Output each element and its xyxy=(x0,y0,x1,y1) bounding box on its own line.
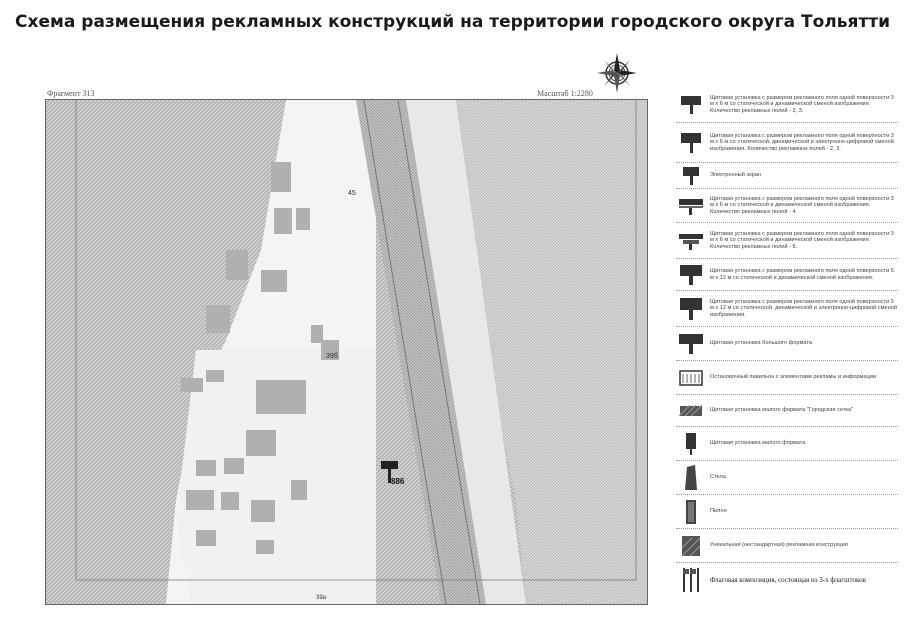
legend-item-text: Флаговая композиция, состоящая из 3-х флагштоков xyxy=(710,576,866,584)
billboard-4-faces-icon xyxy=(678,197,704,215)
legend-item xyxy=(676,259,898,291)
legend-item xyxy=(676,427,898,461)
legend-item-text: Щитовая установка с размером рекламного поля одной поверхности 3 м х 6 м со статической и динамической сменой изображения. Количество рекламных полей - 2, 3. xyxy=(710,94,894,114)
legend-item xyxy=(676,529,898,563)
legend-item xyxy=(676,291,898,327)
legend-item-text: Щитовая установка с размером рекламного поля одной поверхности 5 м х 12 м со статической и динамической сменой изображения. xyxy=(710,268,894,281)
map-view[interactable] xyxy=(45,99,648,605)
legend-item xyxy=(676,163,898,189)
legend-item-text: Щитовая установка с размером рекламного поля одной поверхности 3 м х 6 м со статической и динамической сменой изображения. Количество рекламных полей - 4. xyxy=(710,195,894,215)
page-title: Схема размещения рекламных конструкций на территории городского округа Тольятти xyxy=(15,12,890,32)
legend-item-text: Уникальная (нестандартная) рекламная конструкция xyxy=(710,542,848,549)
legend-item xyxy=(676,361,898,395)
legend-item xyxy=(676,189,898,223)
legend-item-text: Щитовая установка с размером рекламного поля одной поверхности 3 м х 6 м со статической, динамической и электронно-цифровой сменой изображения. Количество рекламных полей - 2, 3. xyxy=(710,132,894,152)
legend-item-text: Щитовая установка малого формата "Городская сетка" xyxy=(710,407,854,414)
billboard-3x6-icon xyxy=(680,95,702,115)
legend-item-text: Электронный экран xyxy=(710,172,761,179)
billboard-5x12-digital-icon xyxy=(679,297,703,321)
billboard-3x6-digital-icon xyxy=(680,132,702,154)
legend-item xyxy=(676,395,898,427)
legend-item-text: Стела xyxy=(710,474,726,481)
legend-item xyxy=(676,495,898,529)
small-format-city-board-icon xyxy=(679,405,703,417)
building-number-label: 39б xyxy=(326,353,338,360)
fragment-label: Фрагмент 313 xyxy=(47,89,95,98)
legend-item-text: Щитовая установка с размером рекламного поля одной поверхности 3 м х 6 м со статической и динамической сменой изображения. Количество рекламных полей - 8. xyxy=(710,230,894,250)
legend-item-text: Пилон xyxy=(710,508,727,515)
road-number-label: 45 xyxy=(348,190,356,197)
stela-icon xyxy=(684,465,698,491)
legend-item xyxy=(676,223,898,259)
large-format-billboard-icon xyxy=(678,333,704,355)
bus-stop-pavilion-icon xyxy=(679,370,703,386)
billboard-8-faces-icon xyxy=(678,232,704,250)
legend-item-text: Щитовая установка малого формата xyxy=(710,440,806,447)
billboard-5x12-icon xyxy=(679,264,703,286)
legend-item xyxy=(676,461,898,495)
legend-item-text: Щитовая установка большого формата xyxy=(710,340,812,347)
scale-label: Масштаб 1:2280 xyxy=(537,89,593,98)
legend-item xyxy=(676,563,898,597)
construction-number-label: 886 xyxy=(391,477,405,486)
legend-item xyxy=(676,87,898,123)
flag-composition-icon xyxy=(681,567,701,593)
compass-rose-icon xyxy=(596,52,638,94)
legend-item xyxy=(676,123,898,163)
legend-item xyxy=(676,327,898,361)
unique-construction-icon xyxy=(681,535,701,557)
bottom-map-label: 39а xyxy=(316,595,327,601)
pylon-icon xyxy=(684,499,698,525)
electronic-screen-icon xyxy=(680,166,702,186)
legend-item-text: Остановочный павильон с элементами рекламы и информации xyxy=(710,374,877,381)
legend xyxy=(676,87,898,597)
legend-item-text: Щитовая установка с размером рекламного поля одной поверхности 5 м х 12 м со статической, динамической и электронно-цифровой сменой изображения. xyxy=(710,298,897,318)
small-format-billboard-icon xyxy=(684,432,698,456)
